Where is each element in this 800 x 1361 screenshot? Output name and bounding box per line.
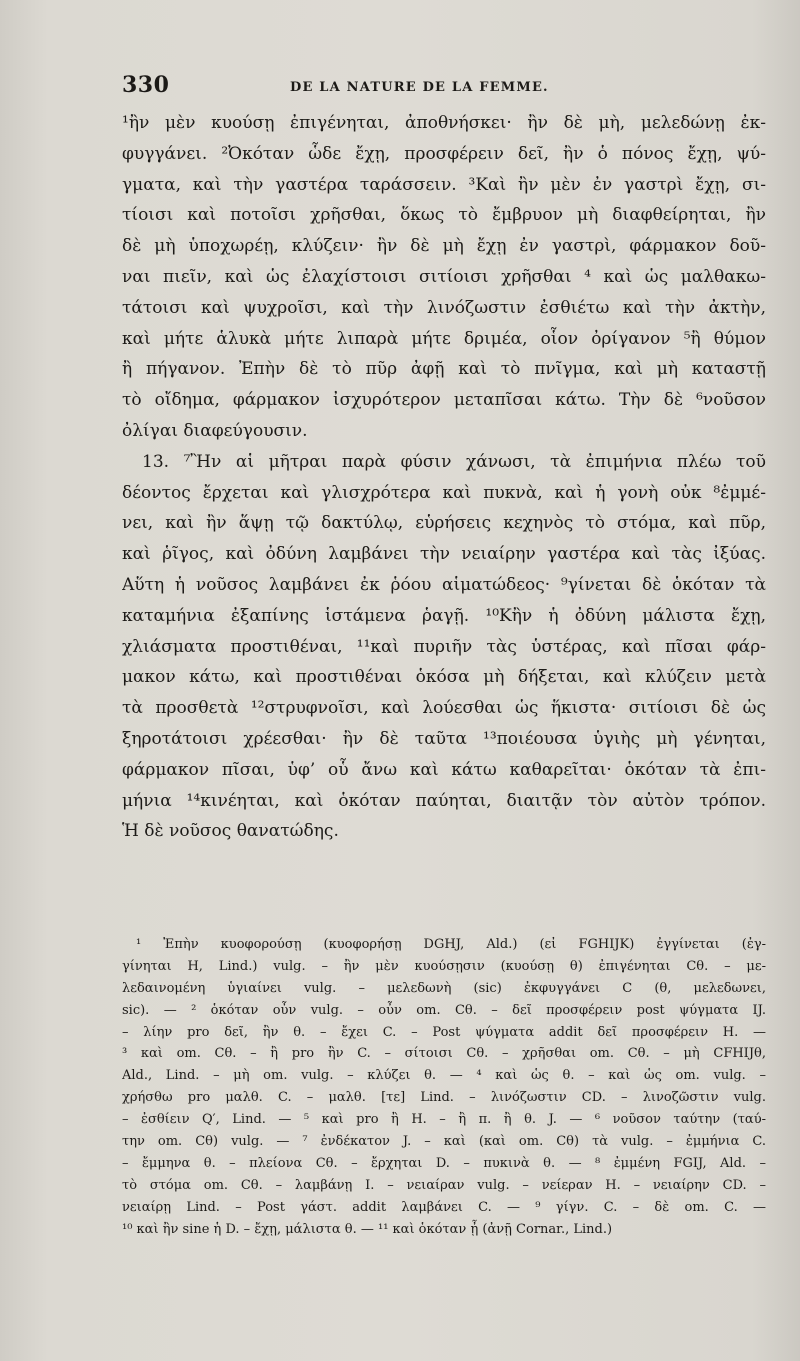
page-header <box>122 72 762 106</box>
text-line: ἢ πήγανον. Ἐπὴν δὲ τὸ πῦρ ἀφῇ καὶ τὸ πνῖγμα, καὶ μὴ καταστῇ <box>122 359 766 380</box>
running-title: DE LA NATURE DE LA FEMME. <box>290 80 549 95</box>
text-line: δέοντος ἔρχεται καὶ γλισχρότερα καὶ πυκνὰ, καὶ ἡ γονὴ οὐκ ⁸ἐμμέ- <box>122 482 766 503</box>
footnote-line: – λίην pro δεῖ, ἢν θ. – ἔχει C. – Post ψύγματα addit δεῖ προσφέρειν H. — <box>122 1024 766 1040</box>
text-line: καταμήνια ἐξαπίνης ἱστάμενα ῥαγῇ. ¹⁰Κἢν ἡ ὀδύνη μάλιστα ἔχῃ, <box>122 605 766 626</box>
footnote-line: γίνηται H, Lind.) vulg. – ἢν μὲν κυούσῃσιν (κυούσῃ θ) ἐπιγένηται Cθ. – με- <box>122 958 766 974</box>
text-line: μακον κάτω, καὶ προστιθέναι ὁκόσα μὴ δήξεται, καὶ κλύζειν μετὰ <box>122 667 766 688</box>
text-line: χλιάσματα προστιθέναι, ¹¹καὶ πυριῆν τὰς ὑστέρας, καὶ πῖσαι φάρ- <box>122 636 766 657</box>
section-heading-line: 13. ⁷Ἢν αἱ μῆτραι παρὰ φύσιν χάνωσι, τὰ ἐπιμήνια πλέω τοῦ <box>142 451 766 472</box>
footnote-line: νειαίρῃ Lind. – Post γάστ. addit λαμβάνει C. — ⁹ γίγν. C. – δὲ om. C. — <box>122 1199 766 1215</box>
text-line: καὶ μήτε ἁλυκὰ μήτε λιπαρὰ μήτε δριμέα, οἷον ὀρίγανον ⁵ἢ θύμον <box>122 328 766 349</box>
text-line: ¹ἢν μὲν κυούσῃ ἐπιγένηται, ἀποθνήσκει· ἢν δὲ μὴ, μελεδώνῃ ἐκ- <box>122 113 766 133</box>
text-line: Ἡ δὲ νοῦσος θανατώδης. <box>122 821 339 842</box>
footnote-line: τὸ στόμα om. Cθ. – λαμβάνῃ I. – νειαίραν vulg. – νείεραν H. – νειαίρην CD. – <box>122 1177 766 1193</box>
text-line: ξηροτάτοισι χρέεσθαι· ἢν δὲ ταῦτα ¹³ποιέουσα ὑγιὴς μὴ γένηται, <box>122 728 766 749</box>
text-line: ὀλίγαι διαφεύγουσιν. <box>122 420 308 441</box>
footnote-line: ¹ Ἐπὴν κυοφορούσῃ (κυοφορήσῃ DGHJ, Ald.) (εἰ FGHIJK) ἐγγίνεται (ἐγ- <box>136 937 766 952</box>
text-line: Αὕτη ἡ νοῦσος λαμβάνει ἐκ ῥόου αἱματώδεος· ⁹γίνεται δὲ ὁκόταν τὰ <box>122 574 766 595</box>
text-line: γματα, καὶ τὴν γαστέρα ταράσσειν. ³Καὶ ἢν μὲν ἐν γαστρὶ ἔχῃ, σι- <box>122 174 766 195</box>
text-line: δὲ μὴ ὑποχωρέῃ, κλύζειν· ἢν δὲ μὴ ἔχῃ ἐν γαστρὶ, φάρμακον δοῦ- <box>122 236 766 257</box>
footnote-line: sic). — ² ὁκόταν οὖν vulg. – οὖν om. Cθ. – δεῖ προσφέρειν post ψύγματα IJ. <box>122 1002 766 1018</box>
text-line: φυγγάνει. ²Ὀκόταν ὧδε ἔχῃ, προσφέρειν δεῖ, ἢν ὁ πόνος ἔχῃ, ψύ- <box>122 143 766 164</box>
main-text <box>122 108 766 847</box>
footnote-line: ¹⁰ καὶ ἢν sine ἡ D. – ἔχῃ, μάλιστα θ. — ¹¹ καὶ ὁκόταν ᾖ (ἀνῇ Cornar., Lind.) <box>122 1221 613 1237</box>
text-line: τὸ οἴδημα, φάρμακον ἰσχυρότερον μεταπῖσαι κάτω. Τὴν δὲ ⁶νοῦσον <box>122 390 766 411</box>
text-line: μήνια ¹⁴κινέηται, καὶ ὁκόταν παύηται, διαιτᾷν τὸν αὐτὸν τρόπον. <box>122 790 766 811</box>
footnote-line: – ἔμμηνα θ. – πλείονα Cθ. – ἔρχηται D. – πυκινὰ θ. — ⁸ ἐμμένη FGIJ, Ald. – <box>122 1155 766 1171</box>
footnote-line: – ἐσθίειν Q′, Lind. — ⁵ καὶ pro ἢ H. – ἢ π. ἢ θ. J. — ⁶ νοῦσον ταύτην (ταύ- <box>122 1112 766 1128</box>
footnote-line: την om. Cθ) vulg. — ⁷ ἐνδέκατον J. – καὶ (καὶ om. Cθ) τὰ vulg. – ἐμμήνια C. <box>122 1134 766 1150</box>
footnote-line: Ald., Lind. – μὴ om. vulg. – κλύζει θ. — ⁴ καὶ ὡς θ. – καὶ ὡς om. vulg. – <box>122 1068 766 1084</box>
footnotes <box>122 934 766 1240</box>
text-line: νει, καὶ ἢν ἅψῃ τῷ δακτύλῳ, εὑρήσεις κεχηνὸς τὸ στόμα, καὶ πῦρ, <box>122 513 766 534</box>
text-line: ναι πιεῖν, καὶ ὡς ἐλαχίστοισι σιτίοισι χρῆσθαι ⁴ καὶ ὡς μαλθακω- <box>122 266 766 287</box>
text-line: τὰ προσθετὰ ¹²στρυφνοῖσι, καὶ λούεσθαι ὡς ἥκιστα· σιτίοισι δὲ ὡς <box>122 698 766 719</box>
text-line: τίοισι καὶ ποτοῖσι χρῆσθαι, ὅκως τὸ ἔμβρυον μὴ διαφθείρηται, ἢν <box>122 205 766 226</box>
page-number: 330 <box>122 72 170 98</box>
footnote-line: λεδαινομένη ὑγιαίνει vulg. – μελεδωνὴ (sic) ἐκφυγγάνει C (θ, μελεδωνει, <box>122 980 766 996</box>
text-line: τάτοισι καὶ ψυχροῖσι, καὶ τὴν λινόζωστιν ἐσθιέτω καὶ τὴν ἀκτὴν, <box>122 297 766 318</box>
footnote-line: χρήσθω pro μαλθ. C. – μαλθ. [τε] Lind. – λινόζωστιν CD. – λινοζῶστιν vulg. <box>122 1090 766 1106</box>
text-line: καὶ ῥῖγος, καὶ ὀδύνη λαμβάνει τὴν νειαίρην γαστέρα καὶ τὰς ἰξύας. <box>122 544 766 565</box>
text-line: φάρμακον πῖσαι, ὑφ’ οὗ ἄνω καὶ κάτω καθαρεῖται· ὁκόταν τὰ ἐπι- <box>122 759 766 780</box>
footnote-line: ³ καὶ om. Cθ. – ἢ pro ἢν C. – σίτοισι Cθ. – χρῆσθαι om. Cθ. – μὴ CFHIJθ, <box>122 1046 766 1062</box>
